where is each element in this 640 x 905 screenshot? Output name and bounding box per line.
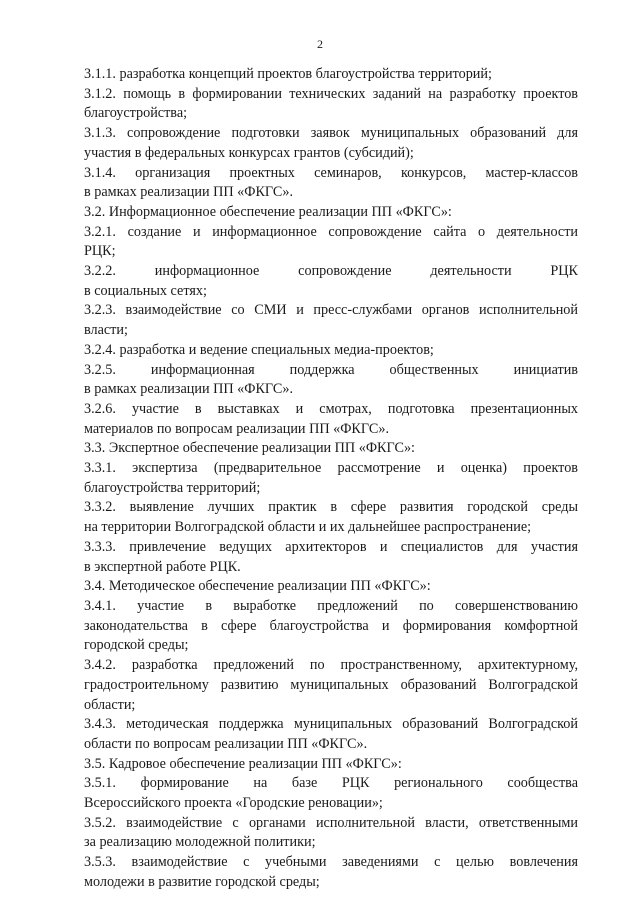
paragraph-line: благоустройства территорий; [84,479,261,496]
paragraph-line: 3.5.1. формирование на базе РЦК регионального сообщества [84,775,578,792]
paragraph-line: 3.1.1. разработка концепций проектов благоустройства территорий; [84,66,492,82]
paragraph-line: власти; [84,322,128,339]
paragraph-line: 3.2.4. разработка и ведение специальных медиа-проектов; [84,341,434,358]
paragraph-line: материалов по вопросам реализации ПП «ФКГС». [84,420,389,437]
document-paragraph [84,656,578,715]
paragraph-line: 3.2. Информационное обеспечение реализации ПП «ФКГС»: [84,203,452,220]
paragraph-line: в экспертной работе РЦК. [84,558,241,575]
document-paragraph [84,577,578,597]
paragraph-line: в рамках реализации ПП «ФКГС». [84,381,294,398]
paragraph-line: 3.4. Методическое обеспечение реализации ПП «ФКГС»: [84,578,431,595]
document-paragraph [84,203,578,223]
document-paragraph [84,341,578,361]
document-paragraph [84,814,578,853]
document-paragraph [84,538,578,577]
document-paragraph [84,164,578,203]
document-paragraph [84,124,578,163]
document-body [84,65,578,893]
paragraph-line: 3.2.5. информационная поддержка общественных инициатив [84,361,578,378]
paragraph-line: 3.5.3. взаимодействие с учебными заведениями с целью вовлечения [84,854,578,871]
document-paragraph [84,498,578,537]
page-number: 2 [317,37,323,51]
paragraph-line: Всероссийского проекта «Городские реновации»; [84,795,383,812]
paragraph-line: за реализацию молодежной политики; [84,834,316,851]
document-paragraph [84,85,578,124]
paragraph-line: молодежи в развитие городской среды; [84,873,320,890]
paragraph-line: в рамках реализации ПП «ФКГС». [84,184,294,201]
document-paragraph [84,439,578,459]
paragraph-line: 3.2.6. участие в выставках и смотрах, подготовка презентационных [84,400,578,417]
paragraph-line: 3.4.3. методическая поддержка муниципальных образований Волгоградской [84,716,578,733]
paragraph-line: 3.3.3. привлечение ведущих архитекторов и специалистов для участия [84,538,578,555]
document-paragraph [84,361,578,400]
document-paragraph [84,400,578,439]
paragraph-line: РЦК; [84,243,116,260]
document-paragraph [84,774,578,813]
document-paragraph [84,597,578,656]
paragraph-line: 3.1.2. помощь в формировании технических заданий на разработку проектов [84,85,578,102]
paragraph-line: 3.3. Экспертное обеспечение реализации ПП «ФКГС»: [84,440,416,457]
paragraph-line: 3.3.1. экспертиза (предварительное рассмотрение и оценка) проектов [84,460,578,477]
document-paragraph [84,65,578,85]
document-paragraph [84,223,578,262]
paragraph-line: в социальных сетях; [84,282,207,299]
document-paragraph [84,262,578,301]
paragraph-line: 3.2.2. информационное сопровождение деятельности РЦК [84,263,578,280]
paragraph-line: городской среды; [84,637,189,654]
document-paragraph [84,853,578,892]
paragraph-line: 3.2.3. взаимодействие со СМИ и пресс-службами органов исполнительной [84,302,578,319]
document-paragraph [84,301,578,340]
paragraph-line: 3.2.1. создание и информационное сопровождение сайта о деятельности [84,223,578,240]
document-paragraph [84,755,578,775]
paragraph-line: законодательства в сфере благоустройства и формирования комфортной [84,617,578,634]
paragraph-line: участия в федеральных конкурсах грантов (субсидий); [84,144,414,161]
paragraph-line: 3.1.3. сопровождение подготовки заявок муниципальных образований для [84,125,578,142]
document-paragraph [84,715,578,754]
paragraph-line: области; [84,696,136,713]
paragraph-line: 3.3.2. выявление лучших практик в сфере развития городской среды [84,499,578,516]
paragraph-line: 3.5.2. взаимодействие с органами исполнительной власти, ответственными [84,814,578,831]
document-paragraph [84,459,578,498]
paragraph-line: градостроительному развитию муниципальных образований Волгоградской [84,676,578,693]
paragraph-line: области по вопросам реализации ПП «ФКГС». [84,735,368,752]
paragraph-line: 3.4.2. разработка предложений по пространственному, архитектурному, [84,657,578,674]
paragraph-line: на территории Волгоградской области и их дальнейшее распространение; [84,519,532,536]
paragraph-line: 3.5. Кадровое обеспечение реализации ПП «ФКГС»: [84,755,402,772]
paragraph-line: 3.1.4. организация проектных семинаров, конкурсов, мастер-классов [84,164,578,181]
paragraph-line: 3.4.1. участие в выработке предложений по совершенствованию [84,597,578,614]
paragraph-line: благоустройства; [84,105,188,122]
